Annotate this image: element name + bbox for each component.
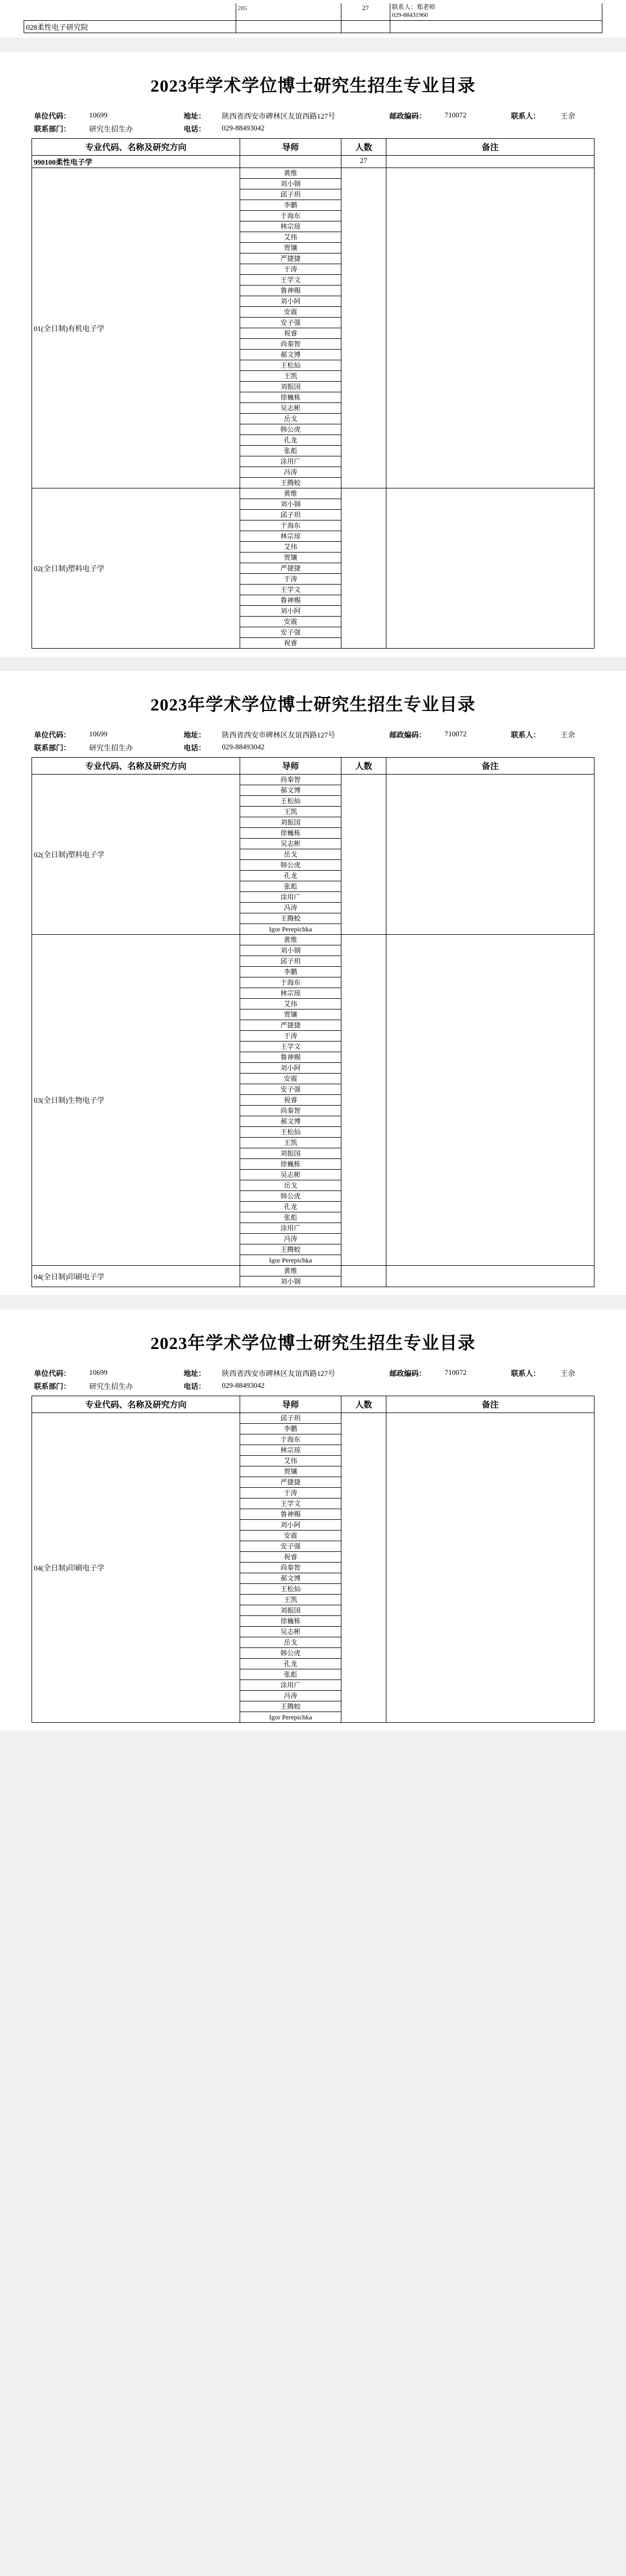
header-major: 专业代码、名称及研究方向: [32, 757, 240, 774]
empty-cell: [240, 155, 341, 167]
advisor-name: 岳戈: [240, 413, 341, 424]
meta-row: [32, 741, 595, 754]
value-address: 陕西省西安市碑林区友谊西路127号: [222, 1369, 336, 1378]
advisor-name: 安子强: [240, 317, 341, 328]
header-major: 专业代码、名称及研究方向: [32, 138, 240, 155]
empty-cell: [559, 1379, 595, 1392]
advisor-name: 祝睿: [240, 1094, 341, 1105]
advisor-name: 刘小钢: [240, 1276, 341, 1287]
advisor-name: 郝文博: [240, 1116, 341, 1126]
table-header-row: [32, 138, 595, 155]
value-zip: 710072: [444, 730, 467, 738]
table-header-row: [32, 757, 595, 774]
hidden-code: 285: [237, 5, 247, 12]
empty-cell: [236, 20, 341, 33]
advisor-name: 韩公虎: [240, 1190, 341, 1201]
major-name: 04(全日制)印刷电子学: [32, 1413, 240, 1722]
value-contact: 王余: [560, 730, 575, 739]
advisor-name: 涂用广: [240, 1679, 341, 1690]
page-separator: [0, 1295, 626, 1310]
advisor-name: 贾镶: [240, 552, 341, 563]
advisor-name: 徐巍栋: [240, 1615, 341, 1626]
advisor-name: 吴志彬: [240, 402, 341, 413]
discipline-number: 27: [341, 155, 386, 167]
enrollment-number: [341, 488, 386, 648]
advisor-name: 刘振国: [240, 1148, 341, 1158]
label-zip: 邮政编码：: [389, 1369, 426, 1378]
empty-cell: [443, 1379, 509, 1392]
empty-cell: [509, 1379, 559, 1392]
institute-name: 028柔性电子研究院: [24, 20, 236, 33]
header-number: 人数: [341, 138, 386, 155]
advisor-name: 于涛: [240, 573, 341, 584]
label-zip: 邮政编码：: [389, 730, 426, 739]
advisor-name: 祝睿: [240, 1551, 341, 1562]
advisor-name: 岳戈: [240, 1637, 341, 1647]
value-contact: 王余: [560, 111, 575, 120]
advisor-name: 刘振国: [240, 1605, 341, 1615]
advisor-name: 王学文: [240, 274, 341, 285]
catalog-table-1: [31, 138, 595, 649]
discipline-row: [32, 155, 595, 167]
advisor-name: 安子强: [240, 627, 341, 637]
advisor-name: 艾伟: [240, 998, 341, 1009]
advisor-name: 刘小钢: [240, 178, 341, 189]
advisor-name: 艾伟: [240, 232, 341, 242]
advisor-name: 孔龙: [240, 870, 341, 881]
value-address: 陕西省西安市碑林区友谊西路127号: [222, 111, 336, 120]
advisor-name: 李鹏: [240, 1423, 341, 1434]
label-address: 地址：: [183, 111, 206, 120]
advisor-name: 于涛: [240, 264, 341, 274]
advisor-name: 张彪: [240, 1212, 341, 1223]
table-row: [32, 488, 595, 499]
advisor-name: Igor Perepichka: [240, 1712, 341, 1722]
advisor-name: 刘振国: [240, 381, 341, 392]
empty-cell: [443, 122, 509, 135]
empty-cell: [443, 741, 509, 754]
advisor-name: 李鹏: [240, 200, 341, 210]
advisor-name: 鲁神赐: [240, 285, 341, 296]
advisor-name: 于海东: [240, 210, 341, 221]
table-row: [24, 20, 602, 33]
advisor-name: 邱子玥: [240, 509, 341, 520]
advisor-name: 吴志彬: [240, 1626, 341, 1637]
meta-info: [32, 109, 595, 135]
fragment-contact-name: 联系人：郑老师: [391, 4, 435, 11]
fragment-contact-phone: 029-88431960: [391, 11, 428, 19]
meta-row: [32, 1379, 595, 1392]
advisor-name: 祝睿: [240, 328, 341, 338]
page-title: 2023年学术学位博士研究生招生专业目录: [150, 1333, 476, 1353]
note-cell: [386, 1265, 595, 1287]
label-dept: 联系部门：: [34, 1382, 71, 1391]
advisor-name: 安震: [240, 1073, 341, 1084]
advisor-name: 孔龙: [240, 434, 341, 445]
advisor-name: 艾伟: [240, 541, 341, 552]
label-phone: 电话：: [183, 1382, 206, 1391]
advisor-name: 王松仙: [240, 360, 341, 370]
advisor-name: 刘振国: [240, 817, 341, 827]
advisor-name: 李鹏: [240, 966, 341, 977]
advisor-name: 贾镶: [240, 242, 341, 253]
label-address: 地址：: [183, 730, 206, 739]
advisor-name: 韩公虎: [240, 1647, 341, 1658]
advisor-name: 鲁神赐: [240, 1052, 341, 1062]
page-separator: [0, 657, 626, 671]
advisor-name: 张彪: [240, 1669, 341, 1679]
advisor-name: 艾伟: [240, 1455, 341, 1466]
advisor-name: 祝睿: [240, 637, 341, 648]
advisor-name: 贾镶: [240, 1466, 341, 1477]
advisor-name: 安震: [240, 306, 341, 317]
advisor-name: 安子强: [240, 1084, 341, 1094]
advisor-name: 涂用广: [240, 891, 341, 902]
value-contact: 王余: [560, 1369, 575, 1378]
table-row: [32, 1413, 595, 1423]
label-contact: 联系人：: [511, 111, 541, 120]
meta-row: [32, 728, 595, 741]
value-phone: 029-88493042: [222, 124, 265, 132]
header-note: 备注: [386, 757, 595, 774]
advisor-name: 冯涛: [240, 902, 341, 913]
empty-cell: [386, 155, 595, 167]
advisor-name: 严捷捷: [240, 1477, 341, 1487]
advisor-name: 刘小钢: [240, 945, 341, 956]
label-contact: 联系人：: [511, 730, 541, 739]
advisor-name: 王腾蛟: [240, 1701, 341, 1712]
label-contact: 联系人：: [511, 1369, 541, 1378]
advisor-name: 邱子玥: [240, 189, 341, 200]
major-name: 02(全日制)塑料电子学: [32, 774, 240, 934]
advisor-name: Igor Perepichka: [240, 1255, 341, 1265]
major-name: 03(全日制)生物电子学: [32, 934, 240, 1265]
header-advisor: 导师: [240, 757, 341, 774]
advisor-name: 尚秦智: [240, 774, 341, 785]
page-title: 2023年学术学位博士研究生招生专业目录: [150, 694, 476, 714]
advisor-name: 冯涛: [240, 1233, 341, 1244]
advisor-name: 王松仙: [240, 1583, 341, 1594]
advisor-name: 鲁神赐: [240, 595, 341, 605]
header-number: 人数: [341, 757, 386, 774]
value-zip: 710072: [444, 111, 467, 119]
value-zip: 710072: [444, 1368, 467, 1377]
header-note: 备注: [386, 1396, 595, 1413]
advisor-name: 王凯: [240, 1137, 341, 1148]
header-note: 备注: [386, 138, 595, 155]
catalog-page-3: [0, 1329, 626, 1731]
empty-cell: [388, 1379, 443, 1392]
advisor-name: 吴志彬: [240, 838, 341, 849]
advisor-name: 孔龙: [240, 1658, 341, 1669]
advisor-name: 王腾蛟: [240, 913, 341, 923]
advisor-name: 涂用广: [240, 1223, 341, 1233]
advisor-name: 岳戈: [240, 849, 341, 859]
table-row: [32, 167, 595, 178]
advisor-name: 尚秦智: [240, 1105, 341, 1116]
advisor-name: 王凯: [240, 1594, 341, 1605]
empty-cell: [559, 741, 595, 754]
table-header-row: [32, 1396, 595, 1413]
label-zip: 邮政编码：: [389, 111, 426, 120]
catalog-page-1: [0, 71, 626, 657]
fragment-table: [24, 3, 602, 33]
page-title: 2023年学术学位博士研究生招生专业目录: [150, 75, 476, 96]
label-phone: 电话：: [183, 743, 206, 752]
advisor-name: 刘小阿: [240, 1062, 341, 1073]
note-cell: [386, 488, 595, 648]
advisor-name: 岳戈: [240, 1180, 341, 1190]
label-dept: 联系部门：: [34, 124, 71, 133]
value-unit-code: 10699: [89, 1368, 107, 1377]
advisor-name: 尚秦智: [240, 1562, 341, 1573]
label-address: 地址：: [183, 1369, 206, 1378]
table-row: [24, 3, 602, 20]
advisor-name: 尚秦智: [240, 338, 341, 349]
value-phone: 029-88493042: [222, 743, 265, 751]
empty-cell: [341, 20, 390, 33]
advisor-name: 严捷捷: [240, 253, 341, 264]
table-row: [32, 774, 595, 785]
value-dept: 研究生招生办: [89, 1382, 133, 1391]
empty-cell: [390, 20, 602, 33]
table-row: [32, 934, 595, 945]
header-major: 专业代码、名称及研究方向: [32, 1396, 240, 1413]
advisor-name: 安子强: [240, 1541, 341, 1551]
value-dept: 研究生招生办: [89, 743, 133, 752]
empty-cell: [388, 122, 443, 135]
advisor-name: 林宗琼: [240, 1445, 341, 1455]
advisor-name: 邱子玥: [240, 1413, 341, 1423]
advisor-name: 韩公虎: [240, 859, 341, 870]
advisor-name: 于涛: [240, 1030, 341, 1041]
advisor-name: 郝文博: [240, 349, 341, 360]
advisor-name: 王松仙: [240, 1126, 341, 1137]
catalog-table-3: [31, 1396, 595, 1723]
header-advisor: 导师: [240, 138, 341, 155]
advisor-name: Igor Perepichka: [240, 923, 341, 934]
header-advisor: 导师: [240, 1396, 341, 1413]
advisor-name: 刘小钢: [240, 499, 341, 509]
advisor-name: 安震: [240, 1530, 341, 1541]
advisor-name: 王腾蛟: [240, 477, 341, 488]
advisor-name: 冯涛: [240, 467, 341, 477]
meta-row: [32, 1366, 595, 1379]
fragment-number: 27: [341, 3, 390, 20]
advisor-name: 吴志彬: [240, 1169, 341, 1180]
value-unit-code: 10699: [89, 730, 107, 738]
meta-row: [32, 122, 595, 135]
empty-cell: [509, 122, 559, 135]
note-cell: [386, 1413, 595, 1722]
advisor-name: 于海东: [240, 1434, 341, 1445]
note-cell: [386, 934, 595, 1265]
advisor-name: 刘小阿: [240, 1519, 341, 1530]
label-unit-code: 单位代码：: [34, 1369, 71, 1378]
advisor-name: 王松仙: [240, 795, 341, 806]
advisor-name: 于海东: [240, 977, 341, 988]
value-unit-code: 10699: [89, 111, 107, 119]
meta-info: [32, 1366, 595, 1392]
major-name: 02(全日制)塑料电子学: [32, 488, 240, 648]
advisor-name: 邱子玥: [240, 956, 341, 966]
advisor-name: 王学文: [240, 584, 341, 595]
major-name: 01(全日制)有机电子学: [32, 167, 240, 488]
major-name: 04(全日制)印刷电子学: [32, 1265, 240, 1287]
advisor-name: 王腾蛟: [240, 1244, 341, 1255]
advisor-name: 严捷捷: [240, 1020, 341, 1030]
advisor-name: 于涛: [240, 1487, 341, 1498]
advisor-name: 刘小阿: [240, 296, 341, 306]
meta-info: [32, 728, 595, 754]
enrollment-number: [341, 167, 386, 488]
enrollment-number: [341, 774, 386, 934]
note-cell: [386, 774, 595, 934]
advisor-name: 黄维: [240, 167, 341, 178]
page-separator: [0, 38, 626, 52]
advisor-name: 张彪: [240, 445, 341, 456]
advisor-name: 安震: [240, 616, 341, 627]
advisor-name: 林宗琼: [240, 988, 341, 998]
advisor-name: 贾镶: [240, 1009, 341, 1020]
advisor-name: 孔龙: [240, 1201, 341, 1212]
advisor-name: 王学文: [240, 1498, 341, 1509]
advisor-name: 林宗琼: [240, 221, 341, 232]
advisor-name: 郝文博: [240, 785, 341, 795]
discipline-code: 990100柔性电子学: [32, 155, 240, 167]
advisor-name: 王凯: [240, 370, 341, 381]
label-dept: 联系部门：: [34, 743, 71, 752]
catalog-table-2: [31, 757, 595, 1287]
advisor-name: 黄维: [240, 1265, 341, 1276]
enrollment-number: [341, 1413, 386, 1722]
advisor-name: 黄维: [240, 934, 341, 945]
enrollment-number: [341, 1265, 386, 1287]
label-phone: 电话：: [183, 124, 206, 133]
value-phone: 029-88493042: [222, 1381, 265, 1389]
advisor-name: 韩公虎: [240, 424, 341, 434]
advisor-name: 王凯: [240, 806, 341, 817]
meta-row: [32, 109, 595, 122]
value-address: 陕西省西安市碑林区友谊西路127号: [222, 730, 336, 739]
advisor-name: 徐巍栋: [240, 392, 341, 402]
advisor-name: 刘小阿: [240, 605, 341, 616]
catalog-page-2: [0, 690, 626, 1295]
label-unit-code: 单位代码：: [34, 730, 71, 739]
advisor-name: 黄维: [240, 488, 341, 499]
table-row: [32, 1265, 595, 1276]
advisor-name: 徐巍栋: [240, 1158, 341, 1169]
header-number: 人数: [341, 1396, 386, 1413]
advisor-name: 严捷捷: [240, 563, 341, 573]
advisor-name: 王学文: [240, 1041, 341, 1052]
advisor-name: 张彪: [240, 881, 341, 891]
advisor-name: 涂用广: [240, 456, 341, 467]
advisor-name: 郝文博: [240, 1573, 341, 1583]
note-cell: [386, 167, 595, 488]
label-unit-code: 单位代码：: [34, 111, 71, 120]
advisor-name: 冯涛: [240, 1690, 341, 1701]
enrollment-number: [341, 934, 386, 1265]
advisor-name: 鲁神赐: [240, 1509, 341, 1519]
advisor-name: 于海东: [240, 520, 341, 531]
empty-cell: [509, 741, 559, 754]
previous-page-fragment: [0, 0, 626, 38]
empty-cell: [388, 741, 443, 754]
advisor-name: 林宗琼: [240, 531, 341, 541]
empty-cell: [559, 122, 595, 135]
value-dept: 研究生招生办: [89, 124, 133, 133]
advisor-name: 徐巍栋: [240, 827, 341, 838]
